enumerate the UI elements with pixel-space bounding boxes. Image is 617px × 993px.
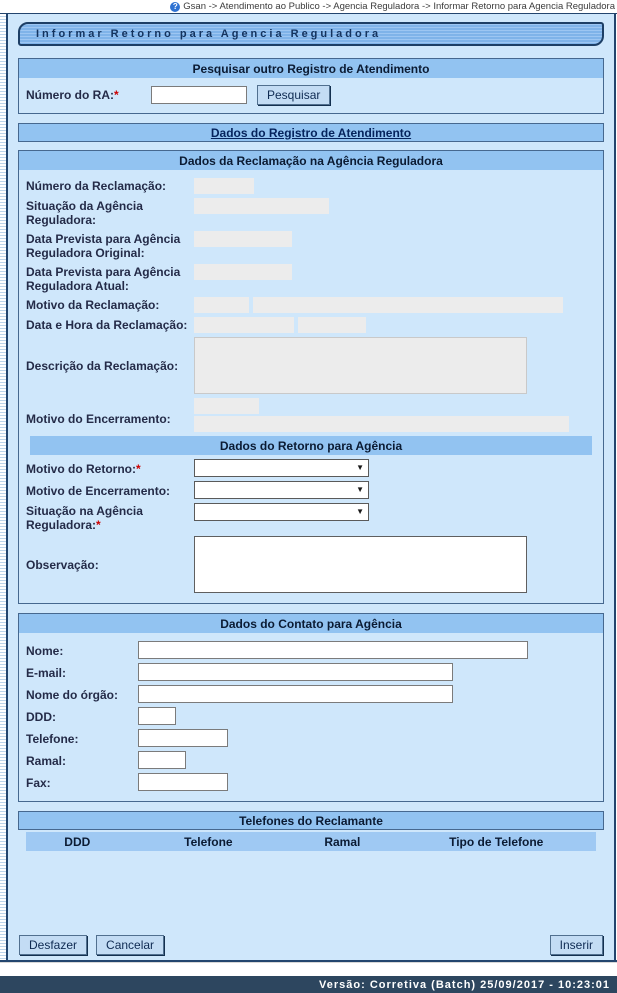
numero-reclamacao-value — [194, 178, 254, 194]
numero-reclamacao-row — [26, 178, 596, 194]
search-row — [19, 78, 603, 113]
descricao-reclamacao-label: Descrição da Reclamação: — [26, 359, 179, 373]
content-area — [8, 14, 616, 960]
data-prevista-atual-row — [26, 264, 596, 293]
motivo-encerramento-select[interactable] — [194, 481, 369, 499]
telefones-table-header — [26, 832, 596, 851]
data-prevista-original-label: Data Prevista para Agência Reguladora Original: — [26, 232, 181, 260]
situacao-na-agencia-row — [26, 503, 596, 532]
required-marker: * — [135, 461, 141, 476]
situacao-na-agencia-label: Situação na Agência Reguladora:* — [26, 504, 143, 532]
data-prevista-original-value — [194, 231, 292, 247]
reclamacao-title: Dados da Reclamação na Agência Reguladora — [179, 153, 443, 168]
ddd-label: DDD: — [26, 710, 56, 724]
search-section — [18, 58, 604, 114]
contato-title: Dados do Contato para Agência — [220, 616, 402, 631]
retorno-title: Dados do Retorno para Agência — [219, 438, 403, 453]
chevron-down-icon: ▼ — [356, 507, 364, 516]
required-marker: * — [96, 518, 101, 532]
data-prevista-original-row — [26, 231, 596, 260]
fax-label: Fax: — [26, 776, 51, 790]
actions-row — [19, 935, 603, 955]
telefone-input[interactable] — [138, 729, 228, 747]
nome-row — [26, 641, 596, 659]
motivo-encerramento-select-label: Motivo de Encerramento: — [26, 483, 171, 498]
page-title: Informar Retorno para Agencia Reguladora — [36, 28, 382, 40]
inserir-button[interactable]: Inserir — [550, 935, 603, 955]
help-icon[interactable]: ? — [170, 2, 180, 12]
reclamacao-section — [18, 150, 604, 604]
ddd-input[interactable] — [138, 707, 176, 725]
situacao-agencia-row — [26, 198, 596, 227]
orgao-label: Nome do órgão: — [26, 688, 118, 702]
numero-reclamacao-label: Número da Reclamação: — [26, 179, 167, 193]
fax-input[interactable] — [138, 773, 228, 791]
observacao-label: Observação: — [26, 558, 99, 572]
telefones-table-body — [17, 851, 605, 921]
orgao-input[interactable] — [138, 685, 453, 703]
motivo-reclamacao-label: Motivo da Reclamação: — [26, 298, 160, 312]
nome-input[interactable] — [138, 641, 528, 659]
required-marker: * — [114, 88, 119, 102]
column-tipo-telefone: Tipo de Telefone — [449, 834, 544, 849]
registro-atendimento-bar — [18, 123, 604, 142]
breadcrumb-bar — [0, 0, 617, 13]
contato-header — [19, 614, 603, 633]
ramal-label: Ramal: — [26, 754, 67, 768]
telefone-label: Telefone: — [26, 732, 79, 746]
data-prevista-atual-label: Data Prevista para Agência Reguladora Atual: — [26, 265, 181, 293]
observacao-row — [26, 536, 596, 593]
version-text: Versão: Corretiva (Batch) 25/09/2017 - 10:23:01 — [319, 978, 610, 991]
situacao-agencia-value — [194, 198, 329, 214]
telefones-title: Telefones do Reclamante — [239, 813, 383, 828]
ddd-row — [26, 707, 596, 725]
footer-gap — [0, 962, 617, 976]
nome-label: Nome: — [26, 644, 64, 658]
breadcrumb: Gsan -> Atendimento ao Publico -> Agencia Reguladora -> Informar Retorno para Agencia Reguladora — [183, 1, 615, 12]
column-telefone: Telefone — [184, 834, 233, 849]
situacao-agencia-label: Situação da Agência Reguladora: — [26, 199, 143, 227]
motivo-encerramento-descricao — [194, 416, 569, 432]
dados-registro-link[interactable]: Dados do Registro de Atendimento — [210, 125, 412, 140]
chevron-down-icon: ▼ — [356, 463, 364, 472]
telefones-bar — [18, 811, 604, 830]
motivo-encerramento-row — [26, 398, 596, 432]
motivo-encerramento-codigo — [194, 398, 259, 414]
ramal-row — [26, 751, 596, 769]
numero-ra-label: Número do RA:* — [26, 88, 119, 102]
motivo-reclamacao-codigo — [194, 297, 249, 313]
column-ddd: DDD — [64, 834, 91, 849]
data-hora-reclamacao-row — [26, 317, 596, 333]
email-label: E-mail: — [26, 666, 67, 680]
descricao-reclamacao-row — [26, 337, 596, 394]
chevron-down-icon: ▼ — [356, 485, 364, 494]
frame-edge-stripes — [0, 14, 8, 960]
hora-reclamacao-value — [298, 317, 366, 333]
page-title-tab — [18, 22, 604, 46]
motivo-encerramento-select-row — [26, 481, 596, 499]
pesquisar-button[interactable]: Pesquisar — [257, 85, 330, 105]
telefone-row — [26, 729, 596, 747]
contato-section — [18, 613, 604, 802]
reclamacao-header — [19, 151, 603, 170]
cancelar-button[interactable]: Cancelar — [96, 935, 164, 955]
motivo-encerramento-label: Motivo do Encerramento: — [26, 412, 171, 426]
desfazer-button[interactable]: Desfazer — [19, 935, 87, 955]
search-section-header — [19, 59, 603, 78]
fax-row — [26, 773, 596, 791]
motivo-reclamacao-row — [26, 297, 596, 313]
orgao-row — [26, 685, 596, 703]
descricao-reclamacao-textarea — [194, 337, 527, 394]
motivo-retorno-label: Motivo do Retorno:* — [26, 461, 141, 476]
email-row — [26, 663, 596, 681]
data-reclamacao-value — [194, 317, 294, 333]
motivo-reclamacao-descricao — [253, 297, 563, 313]
motivo-retorno-row — [26, 459, 596, 477]
search-section-title: Pesquisar outro Registro de Atendimento — [192, 61, 430, 76]
data-prevista-atual-value — [194, 264, 292, 280]
column-ramal: Ramal — [324, 834, 361, 849]
email-input[interactable] — [138, 663, 453, 681]
footer-bar — [0, 976, 617, 993]
situacao-na-agencia-select[interactable] — [194, 503, 369, 521]
data-hora-reclamacao-label: Data e Hora da Reclamação: — [26, 318, 188, 332]
ramal-input[interactable] — [138, 751, 186, 769]
retorno-header — [30, 436, 592, 455]
actions-spacer — [173, 935, 541, 955]
main-frame — [0, 13, 617, 962]
numero-ra-input[interactable] — [151, 86, 247, 104]
observacao-textarea[interactable] — [194, 536, 527, 593]
motivo-retorno-select[interactable] — [194, 459, 369, 477]
